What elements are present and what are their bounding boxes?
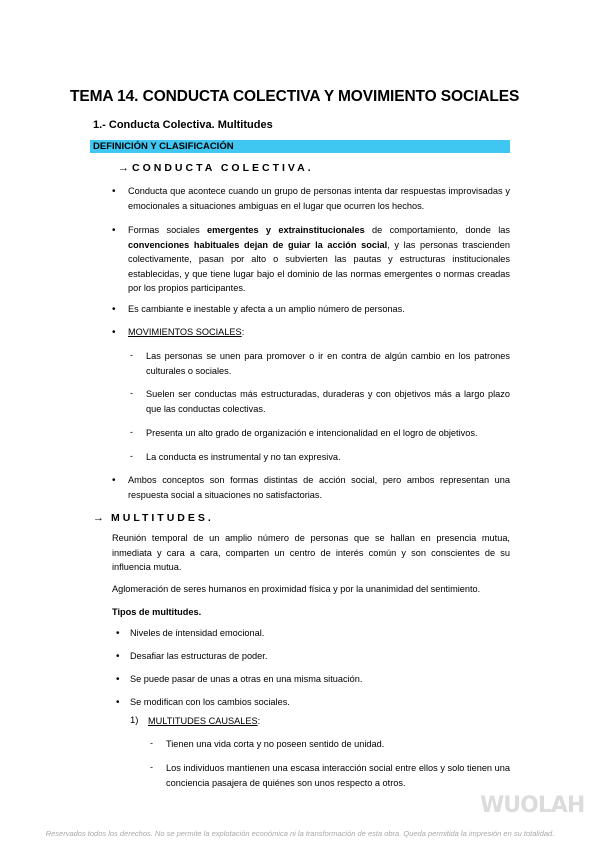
list-number: 1) xyxy=(130,715,139,726)
heading-multitudes: → MULTITUDES. xyxy=(93,512,214,524)
subheading-tipos: Tipos de multitudes. xyxy=(112,607,202,617)
bullet-icon: • xyxy=(116,674,120,685)
dash-icon: - xyxy=(130,388,133,398)
bullet-text: Ambos conceptos son formas distintas de acción social, pero ambos representan una respuesta social a situaciones no satisfactorias. xyxy=(128,475,510,500)
section-heading: 1.- Conducta Colectiva. Multitudes xyxy=(93,119,273,131)
bullet-text: Desafiar las estructuras de poder. xyxy=(130,651,268,661)
dash-icon: - xyxy=(150,762,153,772)
copyright-footer: Reservados todos los derechos. No se permite la explotación económica ni la transformación de esta obra. Queda permitida la impresión en su totalidad. xyxy=(45,829,555,838)
dash-text: Las personas se unen para promover o ir en contra de algún cambio en los patrones culturales o sociales. xyxy=(146,351,510,376)
document-title: TEMA 14. CONDUCTA COLECTIVA Y MOVIMIENTO SOCIALES xyxy=(70,88,520,105)
bullet-text: Se modifican con los cambios sociales. xyxy=(130,697,290,707)
bullet-icon: • xyxy=(112,304,116,315)
bullet-icon: • xyxy=(112,225,116,236)
numbered-item: MULTITUDES CAUSALES: xyxy=(148,716,261,726)
arrow-right-icon: → xyxy=(118,162,129,174)
dash-icon: - xyxy=(130,427,133,437)
paragraph: Aglomeración de seres humanos en proximidad física y por la unanimidad del sentimiento. xyxy=(112,584,481,594)
bullet-icon: • xyxy=(112,327,116,338)
wuolah-watermark: WUOLAH xyxy=(480,793,585,818)
bullet-text: Niveles de intensidad emocional. xyxy=(130,628,265,638)
paragraph: Reunión temporal de un amplio número de personas que se hallan en presencia mutua, inmediata y cara a cara, comparten un centro de interés común y son conscientes de su influencia mutua. xyxy=(112,533,510,573)
dash-text: Suelen ser conductas más estructuradas, duraderas y con objetivos más a largo plazo que las conductas colectivas. xyxy=(146,389,510,414)
dash-icon: - xyxy=(150,738,153,748)
bullet-text: MOVIMIENTOS SOCIALES: xyxy=(128,327,245,337)
dash-text: Tienen una vida corta y no poseen sentido de unidad. xyxy=(166,739,385,749)
dash-icon: - xyxy=(130,350,133,360)
bullet-text: Se puede pasar de unas a otras en una misma situación. xyxy=(130,674,363,684)
dash-text: Presenta un alto grado de organización e intencionalidad en el logro de objetivos. xyxy=(146,428,478,438)
dash-text: La conducta es instrumental y no tan expresiva. xyxy=(146,452,341,462)
highlight-label: DEFINICIÓN Y CLASIFICACIÓN xyxy=(93,141,234,152)
bullet-text: Conducta que acontece cuando un grupo de personas intenta dar respuestas improvisadas y emocionales a situaciones ambiguas en el lugar que ocurren los hechos. xyxy=(128,186,510,211)
heading-conducta-colectiva: → CONDUCTA COLECTIVA. xyxy=(118,162,314,174)
bullet-icon: • xyxy=(112,186,116,197)
dash-text: Los individuos mantienen una escasa interacción social entre ellos y solo tienen una conciencia pasajera de quiénes son unos respecto a otros. xyxy=(166,763,510,788)
arrow-right-icon: → xyxy=(93,512,104,524)
bullet-icon: • xyxy=(116,651,120,662)
dash-icon: - xyxy=(130,451,133,461)
bullet-text: Es cambiante e inestable y afecta a un amplio número de personas. xyxy=(128,304,405,314)
bullet-text: Formas sociales emergentes y extrainstitucionales de comportamiento, donde las convenciones habituales dejan de guiar la acción social, y las personas trascienden colectivamente, pasan por alto o subvierten las pautas y estructuras institucionales establecidas, y que tiene lugar bajo el dominio de las normas emergentes o normas creadas por los propios participantes. xyxy=(128,225,510,294)
bullet-icon: • xyxy=(116,697,120,708)
bullet-icon: • xyxy=(112,475,116,486)
bullet-icon: • xyxy=(116,628,120,639)
